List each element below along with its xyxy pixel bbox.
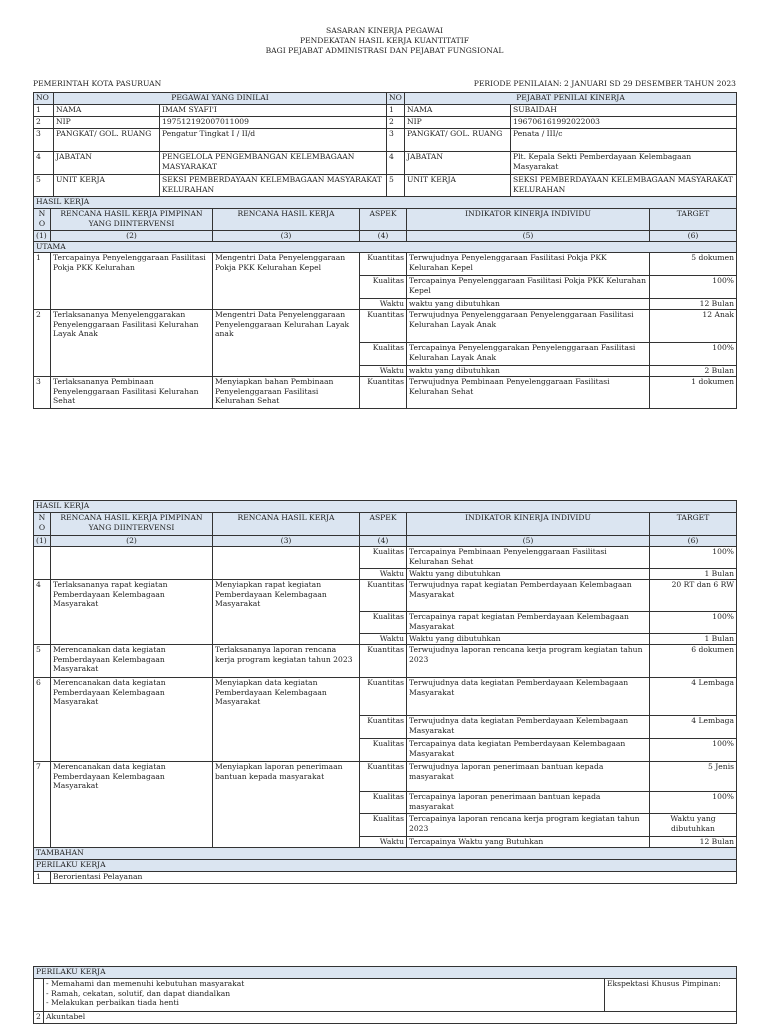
col-number: (1): [34, 536, 51, 547]
item-indikator: Tercapainya Pembinaan Penyelenggaraan Fasilitasi Kelurahan Sehat: [407, 547, 650, 569]
pegawai-row-no: 1: [34, 105, 54, 117]
hasil-kerja-section-label: HASIL KERJA: [34, 197, 737, 209]
item-indikator: Terwujudnya laporan rencana kerja program kegiatan tahun 2023: [407, 645, 650, 678]
group-no: 5: [34, 645, 51, 678]
item-target: 12 Bulan: [650, 299, 737, 310]
item-indikator: Terwujudnya data kegiatan Pemberdayaan Kelembagaan Masyarakat: [407, 716, 650, 739]
col-header-no: NO: [34, 513, 51, 536]
group-pimpinan: Terlaksananya rapat kegiatan Pemberdayaan Kelembagaan Masyarakat: [51, 580, 213, 645]
pejabat-no-header: NO: [387, 93, 405, 105]
item-aspek: Waktu: [360, 634, 407, 645]
col-number: (4): [360, 536, 407, 547]
periode-label: PERIODE PENILAIAN: 2 JANUARI SD 29 DESEMBER TAHUN 2023: [473, 79, 736, 88]
item-indikator: Terwujudnya laporan penerimaan bantuan kepada masyarakat: [407, 762, 650, 792]
item-indikator: Tercapainya Waktu yang Butuhkan: [407, 837, 650, 848]
item-target: 100%: [650, 739, 737, 762]
item-aspek: Kuantitas: [360, 678, 407, 716]
group-pimpinan: Terlaksananya Pembinaan Penyelenggaraan Fasilitasi Kelurahan Sehat: [51, 377, 213, 409]
col-header-no: NO: [34, 209, 51, 231]
perilaku-bullet: - Ramah, cekatan, solutif, dan dapat diandalkan: [46, 988, 231, 998]
pejabat-row-value: 196706161992022003: [511, 117, 737, 129]
tambahan-label: TAMBAHAN: [34, 848, 737, 860]
group-rencana: Menyiapkan laporan penerimaan bantuan kepada masyarakat: [213, 762, 360, 848]
pejabat-row-value: SUBAIDAH: [511, 105, 737, 117]
item-indikator: waktu yang dibutuhkan: [407, 366, 650, 377]
perilaku-section-label: PERILAKU KERJA: [34, 967, 737, 979]
item-target: 12 Anak: [650, 310, 737, 343]
group-no: 6: [34, 678, 51, 762]
meta-line: [33, 79, 736, 89]
item-target: 5 dokumen: [650, 253, 737, 276]
col-header-aspek: ASPEK: [360, 513, 407, 536]
pegawai-row-label: NIP: [54, 117, 160, 129]
group-no: 7: [34, 762, 51, 848]
pejabat-row-no: 2: [387, 117, 405, 129]
pejabat-row-value: Penata / III/c: [511, 129, 737, 152]
item-aspek: Waktu: [360, 366, 407, 377]
group-no: 1: [34, 253, 51, 310]
item-target: 5 Jenis: [650, 762, 737, 792]
item-aspek: Kualitas: [360, 739, 407, 762]
group-no: 3: [34, 377, 51, 409]
pegawai-row-value: 197512192007011009: [160, 117, 387, 129]
item-aspek: Kuantitas: [360, 580, 407, 612]
pegawai-row-label: JABATAN: [54, 152, 160, 175]
item-indikator: Tercapainya rapat kegiatan Pemberdayaan Kelembagaan Masyarakat: [407, 612, 650, 634]
item-aspek: Kualitas: [360, 792, 407, 814]
perilaku-item-no: 2: [34, 1012, 44, 1024]
item-target: 100%: [650, 612, 737, 634]
col-header-rencana: RENCANA HASIL KERJA: [213, 209, 360, 231]
item-indikator: Terwujudnya Penyelenggaraan Fasilitasi Pokja PKK Kelurahan Kepel: [407, 253, 650, 276]
pegawai-row-value: PENGELOLA PENGEMBANGAN KELEMBAGAAN MASYARAKAT: [160, 152, 387, 175]
item-aspek: Waktu: [360, 837, 407, 848]
pejabat-row-no: 1: [387, 105, 405, 117]
perilaku-bullet: - Memahami dan memenuhi kebutuhan masyarakat: [46, 979, 245, 988]
col-header-target: TARGET: [650, 513, 737, 536]
hasil-kerja-section-label: HASIL KERJA: [34, 501, 737, 513]
pejabat-row-label: NIP: [405, 117, 511, 129]
group-rencana: Menyiapkan rapat kegiatan Pemberdayaan Kelembagaan Masyarakat: [213, 580, 360, 645]
document-header: [33, 26, 736, 56]
instansi-label: PEMERINTAH KOTA PASURUAN: [33, 79, 162, 88]
col-number: (5): [407, 231, 650, 242]
item-aspek: Kualitas: [360, 276, 407, 299]
col-number: (4): [360, 231, 407, 242]
pegawai-row-value: IMAM SYAFI'I: [160, 105, 387, 117]
item-aspek: Kuantitas: [360, 310, 407, 343]
item-aspek: Kuantitas: [360, 762, 407, 792]
group-no: 2: [34, 310, 51, 377]
item-indikator: Waktu yang dibutuhkan: [407, 634, 650, 645]
item-indikator: waktu yang dibutuhkan: [407, 299, 650, 310]
item-target: 1 Bulan: [650, 569, 737, 580]
col-number: (3): [213, 231, 360, 242]
item-indikator: Tercapainya Penyelenggarakan Penyelenggaraan Fasilitasi Kelurahan Layak Anak: [407, 343, 650, 366]
item-target: 100%: [650, 547, 737, 569]
item-target: 4 Lembaga: [650, 716, 737, 739]
item-aspek: Kualitas: [360, 612, 407, 634]
header-line-3: BAGI PEJABAT ADMINISTRASI DAN PEJABAT FUNGSIONAL: [265, 46, 504, 55]
pegawai-row-no: 4: [34, 152, 54, 175]
item-aspek: Kualitas: [360, 547, 407, 569]
group-rencana: Mengentri Data Penyelenggaraan Penyelenggaraan Kelurahan Layak anak: [213, 310, 360, 377]
pegawai-row-label: NAMA: [54, 105, 160, 117]
group-rencana: Menyiapkan data kegiatan Pemberdayaan Kelembagaan Masyarakat: [213, 678, 360, 762]
perilaku-bullet: - Melakukan perbaikan tiada henti: [46, 998, 179, 1007]
hasil-kerja-table-1: [33, 196, 737, 409]
col-number: (2): [51, 231, 213, 242]
item-indikator: Terwujudnya Penyelenggaraan Penyelenggaraan Fasilitasi Kelurahan Layak Anak: [407, 310, 650, 343]
item-indikator: Tercapainya Penyelenggaraan Fasilitasi Pokja PKK Kelurahan Kepel: [407, 276, 650, 299]
perilaku-item-no: 1: [34, 872, 51, 884]
item-aspek: Kuantitas: [360, 716, 407, 739]
item-aspek: Waktu: [360, 569, 407, 580]
perilaku-item-title: Berorientasi Pelayanan: [51, 872, 737, 884]
item-indikator: Tercapainya data kegiatan Pemberdayaan Kelembagaan Masyarakat: [407, 739, 650, 762]
pegawai-dinilai-header: PEGAWAI YANG DINILAI: [54, 93, 387, 105]
item-target: 12 Bulan: [650, 837, 737, 848]
col-header-pimpinan: RENCANA HASIL KERJA PIMPINAN YANG DIINTERVENSI: [51, 513, 213, 536]
group-pimpinan: Terlaksananya Menyelenggarakan Penyelenggaraan Fasilitasi Kelurahan Layak Anak: [51, 310, 213, 377]
col-number: (2): [51, 536, 213, 547]
item-indikator: Tercapainya laporan penerimaan bantuan kepada masyarakat: [407, 792, 650, 814]
pejabat-row-value: Plt. Kepala Sekti Pemberdayaan Kelembagaan Masyarakat: [511, 152, 737, 175]
pejabat-row-no: 4: [387, 152, 405, 175]
group-no: 4: [34, 580, 51, 645]
header-line-2: PENDEKATAN HASIL KERJA KUANTITATIF: [299, 36, 469, 45]
pegawai-row-no: 3: [34, 129, 54, 152]
item-aspek: Kuantitas: [360, 645, 407, 678]
pegawai-no-header: NO: [34, 93, 54, 105]
item-aspek: Kuantitas: [360, 377, 407, 409]
item-indikator: Tercapainya laporan rencana kerja program kegiatan tahun 2023: [407, 814, 650, 837]
pejabat-row-label: PANGKAT/ GOL. RUANG: [405, 129, 511, 152]
pegawai-row-no: 2: [34, 117, 54, 129]
col-number: (3): [213, 536, 360, 547]
item-target: 4 Lembaga: [650, 678, 737, 716]
item-aspek: Waktu: [360, 299, 407, 310]
col-header-aspek: ASPEK: [360, 209, 407, 231]
utama-label: UTAMA: [34, 242, 737, 253]
col-header-rencana: RENCANA HASIL KERJA: [213, 513, 360, 536]
group-pimpinan: Merencanakan data kegiatan Pemberdayaan Kelembagaan Masyarakat: [51, 645, 213, 678]
pegawai-row-label: UNIT KERJA: [54, 175, 160, 198]
item-indikator: Terwujudnya Pembinaan Penyelenggaraan Fasilitasi Kelurahan Sehat: [407, 377, 650, 409]
pejabat-row-no: 3: [387, 129, 405, 152]
item-aspek: Kualitas: [360, 814, 407, 837]
pejabat-row-label: JABATAN: [405, 152, 511, 175]
perilaku-table: [33, 966, 737, 1024]
header-line-1: SASARAN KINERJA PEGAWAI: [326, 26, 443, 35]
pegawai-row-no: 5: [34, 175, 54, 198]
col-header-pimpinan: RENCANA HASIL KERJA PIMPINAN YANG DIINTERVENSI: [51, 209, 213, 231]
perilaku-section-label: PERILAKU KERJA: [34, 860, 737, 872]
item-aspek: Kualitas: [360, 343, 407, 366]
col-header-indikator: INDIKATOR KINERJA INDIVIDU: [407, 209, 650, 231]
pegawai-table: [33, 92, 737, 198]
item-target: 2 Bulan: [650, 366, 737, 377]
pejabat-row-no: 5: [387, 175, 405, 198]
item-target: 1 dokumen: [650, 377, 737, 409]
ekspektasi-label: Ekspektasi Khusus Pimpinan:: [605, 979, 737, 1012]
item-target: 100%: [650, 276, 737, 299]
perilaku-item-title: Akuntabel: [44, 1012, 737, 1024]
item-target: 100%: [650, 343, 737, 366]
pegawai-row-value: SEKSI PEMBERDAYAAN KELEMBAGAAN MASYARAKAT KELURAHAN: [160, 175, 387, 198]
col-header-target: TARGET: [650, 209, 737, 231]
group-pimpinan: Tercapainya Penyelenggaraan Fasilitasi Pokja PKK Kelurahan: [51, 253, 213, 310]
item-target: 100%: [650, 792, 737, 814]
item-indikator: Terwujudnya data kegiatan Pemberdayaan Kelembagaan Masyarakat: [407, 678, 650, 716]
group-rencana: Menyiapkan bahan Pembinaan Penyelenggaraan Fasilitasi Kelurahan Sehat: [213, 377, 360, 409]
item-aspek: Kuantitas: [360, 253, 407, 276]
col-number: (5): [407, 536, 650, 547]
perilaku-bullets: [44, 979, 605, 1012]
col-number: (1): [34, 231, 51, 242]
pejabat-row-label: UNIT KERJA: [405, 175, 511, 198]
pejabat-penilai-header: PEJABAT PENILAI KINERJA: [405, 93, 737, 105]
item-target: 1 Bulan: [650, 634, 737, 645]
col-number: (6): [650, 536, 737, 547]
pegawai-row-label: PANGKAT/ GOL. RUANG: [54, 129, 160, 152]
item-indikator: Terwujudnya rapat kegiatan Pemberdayaan Kelembagaan Masyarakat: [407, 580, 650, 612]
item-target: Waktu yang dibutuhkan: [650, 814, 737, 837]
col-number: (6): [650, 231, 737, 242]
hasil-kerja-table-2: [33, 500, 737, 884]
col-header-indikator: INDIKATOR KINERJA INDIVIDU: [407, 513, 650, 536]
pejabat-row-value: SEKSI PEMBERDAYAAN KELEMBAGAAN MASYARAKAT KELURAHAN: [511, 175, 737, 198]
group-pimpinan: Merencanakan data kegiatan Pemberdayaan Kelembagaan Masyarakat: [51, 762, 213, 848]
item-target: 20 RT dan 6 RW: [650, 580, 737, 612]
group-rencana: Terlaksananya laporan rencana kerja program kegiatan tahun 2023: [213, 645, 360, 678]
pegawai-row-value: Pengatur Tingkat I / II/d: [160, 129, 387, 152]
group-rencana: Mengentri Data Penyelenggaraan Pokja PKK Kelurahan Kepel: [213, 253, 360, 310]
item-indikator: Waktu yang dibutuhkan: [407, 569, 650, 580]
group-pimpinan: Merencanakan data kegiatan Pemberdayaan Kelembagaan Masyarakat: [51, 678, 213, 762]
pejabat-row-label: NAMA: [405, 105, 511, 117]
item-target: 6 dokumen: [650, 645, 737, 678]
